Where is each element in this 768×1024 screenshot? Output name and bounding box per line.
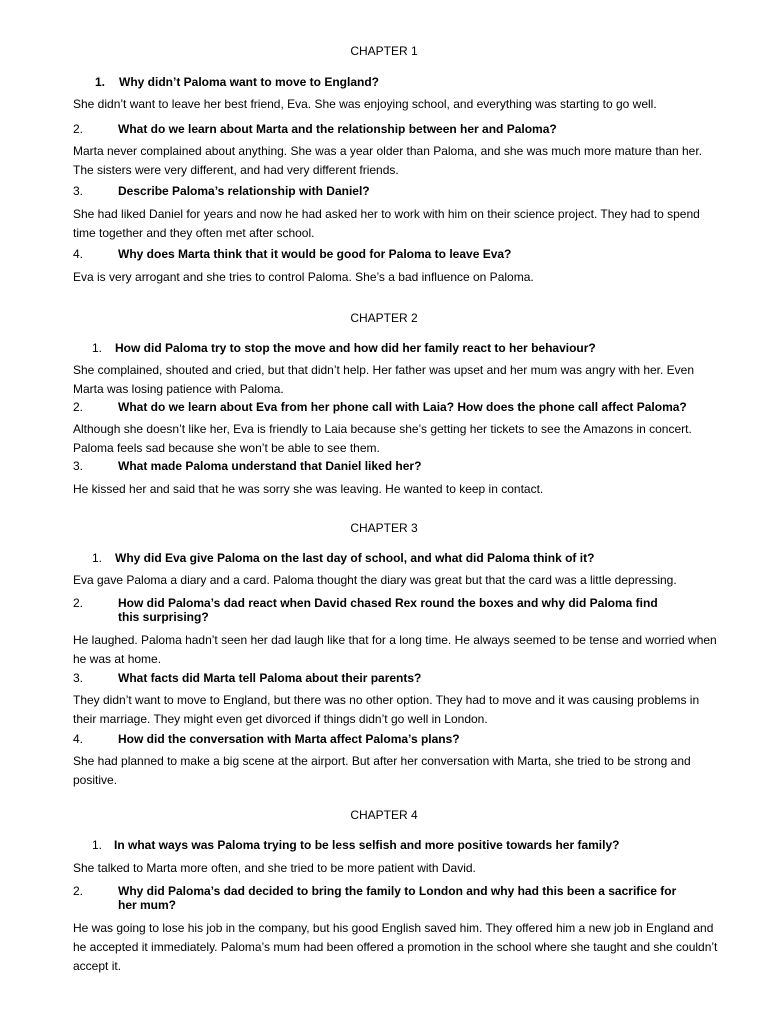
question-text: How did Paloma’s dad react when David chased Rex round the boxes and why did Paloma find this surprising? (118, 596, 658, 624)
question-number: 1. (92, 551, 103, 565)
question-number: 2. (73, 400, 84, 414)
question-number: 2. (73, 884, 84, 898)
answer-1-4: Eva is very arrogant and she tries to control Paloma. She’s a bad influence on Paloma. (73, 270, 534, 284)
question-number: 1. (92, 341, 103, 355)
question-text: Why didn’t Paloma want to move to England? (119, 75, 380, 89)
question-number: 3. (73, 184, 84, 198)
answer-4-1: She talked to Marta more often, and she tried to be more patient with David. (73, 861, 476, 875)
answer-2-3: He kissed her and said that he was sorry she was leaving. He wanted to keep in contact. (73, 482, 544, 496)
question-text: Describe Paloma’s relationship with Daniel? (118, 184, 370, 198)
chapter-2-heading: CHAPTER 2 (350, 311, 418, 325)
question-text: What made Paloma understand that Daniel liked her? (118, 459, 422, 473)
question-number: 1. (95, 75, 106, 89)
question-number: 3. (73, 671, 84, 685)
chapter-3-heading: CHAPTER 3 (350, 521, 418, 535)
question-text: What do we learn about Eva from her phone call with Laia? How does the phone call affect Paloma? (118, 400, 687, 414)
question-text: Why did Eva give Paloma on the last day of school, and what did Paloma think of it? (115, 551, 595, 565)
answer-3-4: She had planned to make a big scene at the airport. But after her conversation with Marta, she tried to be strong and positive. (73, 754, 691, 787)
answer-3-2: He laughed. Paloma hadn’t seen her dad laugh like that for a long time. He always seemed to be tense and worried when he was at home. (73, 633, 717, 666)
chapter-1-heading: CHAPTER 1 (350, 44, 418, 58)
answer-3-3: They didn’t want to move to England, but there was no other option. They had to move and it was causing problems in their marriage. They might even get divorced if things didn’t go well in London. (73, 693, 700, 726)
question-text: How did Paloma try to stop the move and how did her family react to her behaviour? (115, 341, 596, 355)
answer-1-2: Marta never complained about anything. She was a year older than Paloma, and she was much more mature than her. The sisters were very different, and had very different friends. (73, 144, 703, 177)
question-text: In what ways was Paloma trying to be less selfish and more positive towards her family? (114, 838, 620, 852)
question-number: 1. (92, 838, 103, 852)
question-number: 4. (73, 247, 84, 261)
question-text: What facts did Marta tell Paloma about their parents? (118, 671, 422, 685)
answer-2-1: She complained, shouted and cried, but that didn’t help. Her father was upset and her mum was angry with her. Even Marta was losing patience with Paloma. (73, 363, 695, 396)
question-text: Why does Marta think that it would be good for Paloma to leave Eva? (118, 247, 512, 261)
question-text: How did the conversation with Marta affect Paloma’s plans? (118, 732, 460, 746)
answer-4-2: He was going to lose his job in the company, but his good English saved him. They offered him a new job in England and he accepted it immediately. Paloma’s mum had been offered a promotion in the school where she taught and she couldn’t accept it. (73, 921, 718, 973)
question-number: 4. (73, 732, 84, 746)
question-number: 2. (73, 122, 84, 136)
chapter-4-heading: CHAPTER 4 (350, 808, 418, 822)
question-text: Why did Paloma’s dad decided to bring the family to London and why had this been a sacrifice for her mum? (118, 884, 677, 912)
answer-3-1: Eva gave Paloma a diary and a card. Paloma thought the diary was great but that the card was a little depressing. (73, 573, 677, 587)
question-text: What do we learn about Marta and the relationship between her and Paloma? (118, 122, 557, 136)
answer-2-2: Although she doesn’t like her, Eva is friendly to Laia because she’s getting her tickets to see the Amazons in concert. Paloma feels sad because she won’t be able to see them. (73, 422, 692, 455)
question-number: 2. (73, 596, 84, 610)
answer-1-3: She had liked Daniel for years and now he had asked her to work with him on their science project. They had to spend time together and they often met after school. (73, 207, 700, 240)
question-number: 3. (73, 459, 84, 473)
answer-1-1: She didn’t want to leave her best friend, Eva. She was enjoying school, and everything was starting to go well. (73, 97, 657, 111)
